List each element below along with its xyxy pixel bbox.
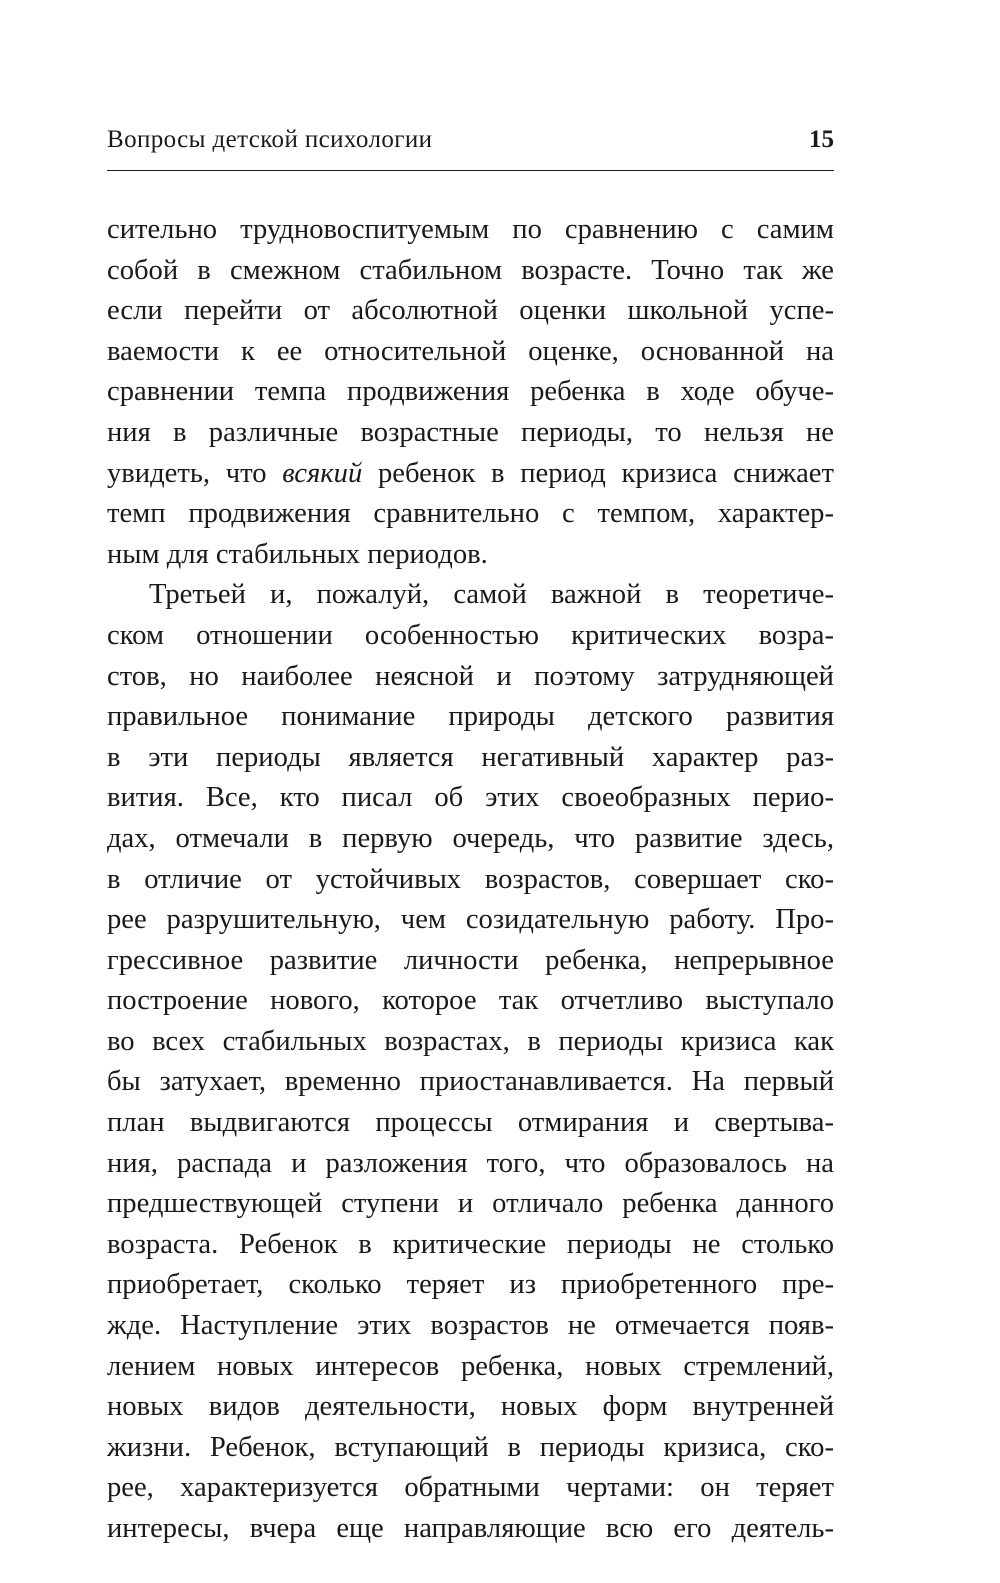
text-line: новых видов деятельности, новых форм внутренней xyxy=(107,1391,834,1423)
text-line xyxy=(107,454,834,495)
text-line: во всех стабильных возрастах, в периоды кризиса как xyxy=(107,1025,834,1057)
body-text xyxy=(107,210,834,1550)
page-number: 15 xyxy=(809,126,834,153)
text-line: дах, отмечали в первую очередь, что развитие здесь, xyxy=(107,822,834,854)
text-line: предшествующей ступени и отличало ребенка данного xyxy=(107,1188,834,1220)
text-line: построение нового, которое так отчетливо выступало xyxy=(107,985,834,1017)
text-line: бы затухает, временно приостанавливается. На первый xyxy=(107,1066,834,1098)
text-line: собой в смежном стабильном возрасте. Точно так же xyxy=(107,254,834,286)
text-run: ребенок в период кризиса снижает xyxy=(362,457,834,489)
text-line: жде. Наступление этих возрастов не отмечается появ- xyxy=(107,1310,834,1342)
text-line: рее, характеризуется обратными чертами: он теряет xyxy=(107,1472,834,1504)
text-line: в отличие от устойчивых возрастов, совершает ско- xyxy=(107,863,834,895)
text-line: возраста. Ребенок в критические периоды не столько xyxy=(107,1228,834,1260)
text-line: лением новых интересов ребенка, новых стремлений, xyxy=(107,1350,834,1382)
text-line: стов, но наиболее неясной и поэтому затрудняющей xyxy=(107,660,834,692)
text-line: если перейти от абсолютной оценки школьной успе- xyxy=(107,295,834,327)
running-head xyxy=(107,126,834,162)
emphasized-word: всякий xyxy=(282,457,363,489)
running-title: Вопросы детской психологии xyxy=(107,126,433,153)
text-line: ния, распада и разложения того, что образовалось на xyxy=(107,1147,834,1179)
text-line: грессивное развитие личности ребенка, непрерывное xyxy=(107,944,834,976)
text-line: в эти периоды является негативный характер раз- xyxy=(107,741,834,773)
text-line: план выдвигаются процессы отмирания и свертыва- xyxy=(107,1107,834,1139)
paragraph-last-line: ным для стабильных периодов. xyxy=(107,538,488,570)
text-line: ния в различные возрастные периоды, то нельзя не xyxy=(107,416,834,448)
text-run: увидеть, что xyxy=(107,457,283,489)
paragraph-first-line: Третьей и, пожалуй, самой важной в теоретиче- xyxy=(149,579,834,611)
text-line: темп продвижения сравнительно с темпом, характер- xyxy=(107,498,834,530)
text-line: интересы, вчера еще направляющие всю его деятель- xyxy=(107,1513,834,1544)
text-line: сравнении темпа продвижения ребенка в ходе обуче- xyxy=(107,376,834,408)
text-line: правильное понимание природы детского развития xyxy=(107,701,834,733)
text-line: вития. Все, кто писал об этих своеобразных перио- xyxy=(107,782,834,814)
text-line: ском отношении особенностью критических возра- xyxy=(107,619,834,651)
text-line: сительно трудновоспитуемым по сравнению с самим xyxy=(107,214,834,245)
text-line: ваемости к ее относительной оценке, основанной на xyxy=(107,335,834,367)
text-line: жизни. Ребенок, вступающий в периоды кризиса, ско- xyxy=(107,1431,834,1463)
header-rule xyxy=(107,170,834,171)
book-page xyxy=(107,0,834,1583)
text-line: приобретает, сколько теряет из приобретенного пре- xyxy=(107,1269,834,1301)
text-line: рее разрушительную, чем созидательную работу. Про- xyxy=(107,904,834,936)
